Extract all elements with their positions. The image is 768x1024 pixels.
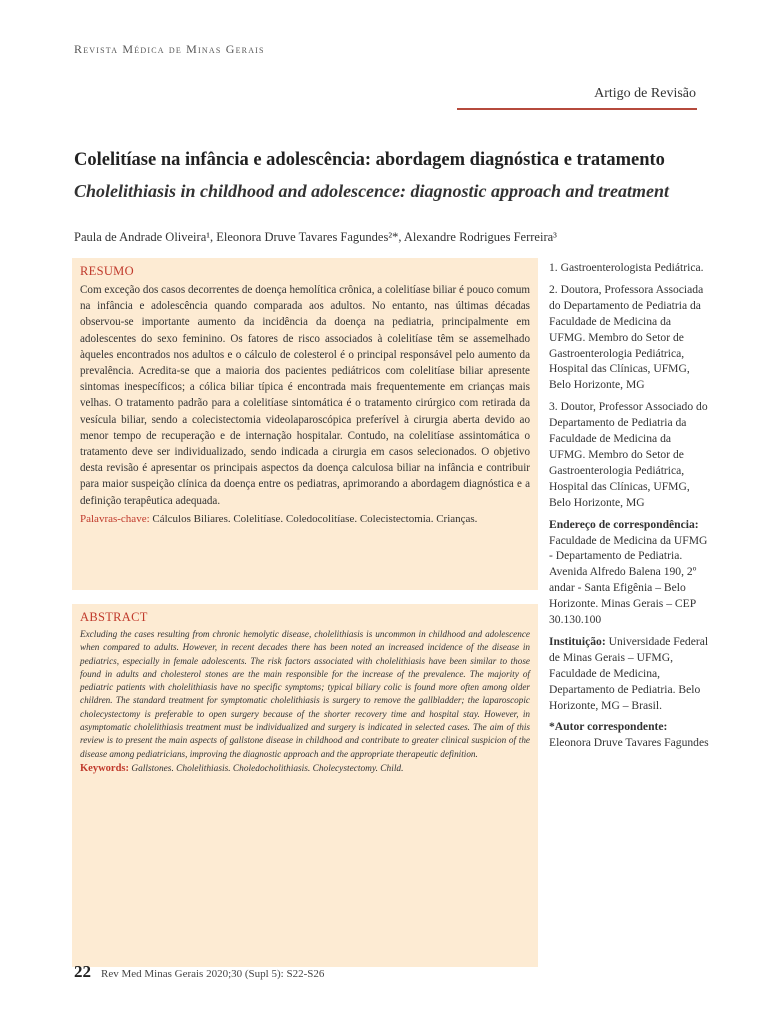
resumo-keywords-list: Cálculos Biliares. Colelitíase. Coledocolitíase. Colecistectomia. Crianças. (149, 512, 478, 525)
abstract-keywords (80, 763, 530, 774)
correspondence-address-label: Endereço de correspondência: (549, 517, 699, 531)
affiliation-2: 2. Doutora, Professora Associada do Departamento de Pediatria da Faculdade de Medicina da UFMG. Membro do Setor de Gastroenterologia Pediátrica, Hospital das Clínicas, UFMG, Belo Horizonte, MG (549, 282, 704, 392)
institution-text: Universidade Federal de Minas Gerais – UFMG, Faculdade de Medicina, Departamento de Pediatria. Belo Horizonte, MG – Brasil. (549, 634, 709, 712)
affiliation-3: 3. Doutor, Professor Associado do Departamento de Pediatria da Faculdade de Medicina da UFMG. Membro do Setor de Gastroenterologia Pediátrica, Hospital das Clínicas, UFMG, Belo Horizonte, MG (549, 400, 708, 509)
institution (549, 634, 709, 714)
corresponding-author-label: *Autor correspondente: (549, 720, 668, 734)
page-footer (74, 962, 324, 982)
affiliations-sidebar (549, 260, 709, 757)
correspondence-address-text: Faculdade de Medicina da UFMG - Departamento de Pediatria. Avenida Alfredo Balena 190, 2º andar - Santa Efigênia – Belo Horizonte. Minas Gerais – CEP 30.130.100 (549, 533, 708, 627)
abstract-text: Excluding the cases resulting from chronic hemolytic disease, cholelithiasis is uncommon in childhood and adolescence when compared to adults. However, in recent decades there has been noted an increased incidence of the disease in pediatrics, especially in female adolescents. The risk factors associated with cholelithiasis have been similar to those found in adults and cholesterol stones are the main responsible for the increase of the prevalence. The majority of pediatric patients with cholelithiasis have no specific symptoms; typical biliary colic is found more often among older children. The standard treatment for symptomatic cholelithiasis is surgery to remove the gallbladder; the laparoscopic cholecystectomy is preferable to open surgery because of the shorter recovery time and hospital stay. However, in asymptomatic cholelithiasis treatment must be individualized and surgery is indicated in selected cases. The aim of this review is to present the main aspects of gallstone disease in childhood and contribute to greater clinical suspicion of the disease among pediatricians, improving the diagnostic approach and the appropriate therapeutic definition. (80, 629, 530, 759)
resumo-keywords (80, 513, 530, 525)
affiliation-1: 1. Gastroenterologista Pediátrica. (549, 261, 704, 274)
resumo-box (72, 258, 538, 590)
citation: Rev Med Minas Gerais 2020;30 (Supl 5): S22-S26 (101, 968, 325, 980)
page-number: 22 (74, 962, 91, 981)
section-divider (457, 108, 697, 110)
article-title-portuguese: Colelitíase na infância e adolescência: abordagem diagnóstica e tratamento (74, 150, 665, 170)
resumo-heading: RESUMO (80, 264, 134, 278)
resumo-keywords-label: Palavras-chave: (80, 512, 150, 525)
section-label: Artigo de Revisão (594, 86, 696, 101)
corresponding-author-name: Eleonora Druve Tavares Fagundes (549, 736, 709, 750)
journal-name: Revista Médica de Minas Gerais (74, 42, 265, 56)
abstract-box (72, 604, 538, 967)
abstract-keywords-label: Keywords: (80, 762, 129, 774)
author-list: Paula de Andrade Oliveira¹, Eleonora Druve Tavares Fagundes²*, Alexandre Rodrigues Ferreira³ (74, 230, 557, 244)
abstract-keywords-list: Gallstones. Cholelithiasis. Choledocholithiasis. Cholecystectomy. Child. (129, 763, 404, 774)
correspondence-address (549, 517, 709, 628)
article-title-english: Cholelithiasis in childhood and adolescence: diagnostic approach and treatment (74, 181, 670, 201)
institution-label: Instituição: (549, 634, 606, 648)
abstract-heading: ABSTRACT (80, 610, 148, 624)
resumo-text: Com exceção dos casos decorrentes de doença hemolítica crônica, a colelitíase biliar é pouco comum na infância e adolescência quando comparada aos adultos. No entanto, nas últimas décadas observou-se importante aumento da incidência da doença na pediatria, principalmente em adolescentes do sexo feminino. Os fatores de risco associados à colelitíase têm se assemelhado àqueles encontrados nos adultos e o cálculo de colesterol é o principal responsável pelo aumento da prevalência. Acredita-se que a maioria dos pacientes pediátricos com colelitíase biliar apresente sintomas inespecíficos; a cólica biliar típica é encontrada mais frequentemente em crianças mais velhas. O tratamento padrão para a colelitíase sintomática é o tratamento cirúrgico com retirada da vesícula biliar, sendo a colecistectomia videolaparoscópica preferível à cirurgia aberta devido ao menor tempo de recuperação e de internação hospitalar. Contudo, na colelitíase assintomática o tratamento deve ser individualizado, sendo indicada a cirurgia em casos selecionados. O objetivo desta revisão é apresentar os principais aspectos da doença calculosa biliar na infância e contribuir para maior suspeição clínica da doença entre os pediatras, aprimorando a abordagem diagnóstica e a definição terapêutica adequada. (80, 284, 530, 507)
